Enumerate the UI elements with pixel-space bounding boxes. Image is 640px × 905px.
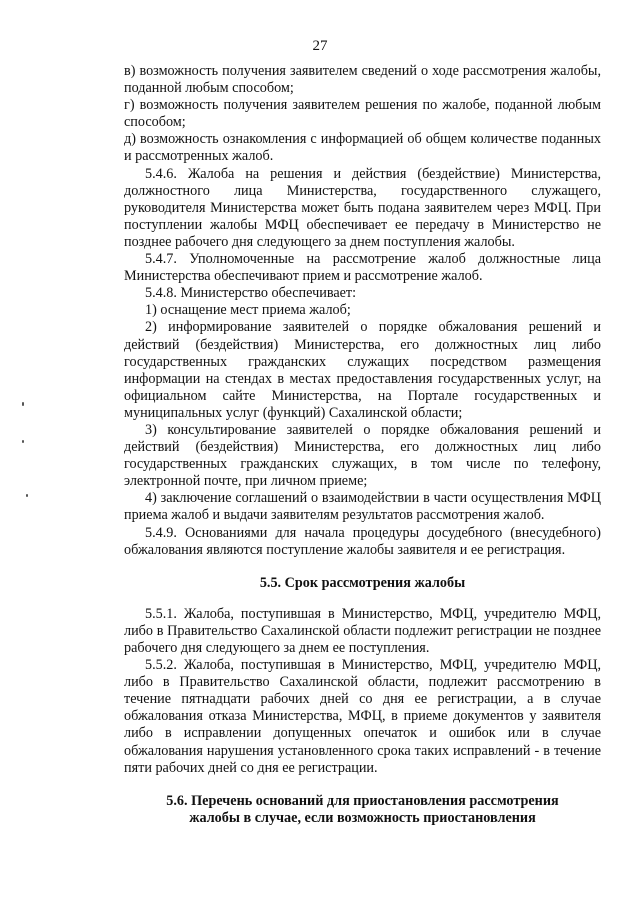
paragraph-5-5-1: 5.5.1. Жалоба, поступившая в Министерство, МФЦ, учредителю МФЦ, либо в Правительство Сахалинской области подлежит регистрации не позднее рабочего дня следующего за днем ее поступления. (124, 605, 601, 656)
paragraph-5-4-8: 5.4.8. Министерство обеспечивает: (145, 285, 357, 302)
paragraph-item-3: 3) консультирование заявителей о порядке обжалования решений и действий (бездействия) Министерства, его должностных лиц либо государственных гражданских служащих, в том числе по телефону, электронной почте, при личном приеме; (124, 421, 601, 490)
paragraph-item-2: 2) информирование заявителей о порядке обжалования решений и действий (бездействия) Министерства, его должностных лиц либо государственных гражданских служащих посредством размещения информации на стендах в местах предоставления государственных услуг, на официальном сайте Министерства, на Портале государственных и муниципальных услуг (функций) Сахалинской области; (124, 319, 601, 421)
section-heading-5-5: 5.5. Срок рассмотрения жалобы (259, 574, 466, 591)
section-heading-5-6-line-2: жалобы в случае, если возможность приостановления (189, 809, 536, 826)
paragraph-item-1: 1) оснащение мест приема жалоб; (145, 302, 351, 319)
page-number: 27 (312, 38, 328, 54)
paragraph-item-v: в) возможность получения заявителем сведений о ходе рассмотрения жалобы, поданной любым способом; (124, 63, 601, 97)
scan-artifact-mark (26, 494, 28, 497)
document-body (124, 63, 601, 827)
paragraph-5-4-6: 5.4.6. Жалоба на решения и действия (бездействие) Министерства, должностного лица Министерства, государственного служащего, руководителя Министерства может быть подана заявителем через МФЦ. При поступлении жалобы МФЦ обеспечивает ее передачу в Министерство не позднее рабочего дня следующего за днем поступления жалобы. (124, 165, 601, 250)
scan-artifact-mark (22, 440, 24, 443)
paragraph-item-4: 4) заключение соглашений о взаимодействии в части осуществления МФЦ приема жалоб и выдачи заявителям результатов рассмотрения жалоб. (124, 490, 601, 524)
paragraph-5-4-7: 5.4.7. Уполномоченные на рассмотрение жалоб должностные лица Министерства обеспечивают прием и рассмотрение жалоб. (124, 251, 601, 285)
paragraph-5-4-9: 5.4.9. Основаниями для начала процедуры досудебного (внесудебного) обжалования являются поступление жалобы заявителя и ее регистрация. (124, 524, 601, 558)
section-heading-5-6-line-1: 5.6. Перечень оснований для приостановления рассмотрения (166, 792, 559, 809)
paragraph-item-g: г) возможность получения заявителем решения по жалобе, поданной любым способом; (124, 97, 601, 131)
scan-artifact-mark (22, 402, 24, 406)
paragraph-5-5-2: 5.5.2. Жалоба, поступившая в Министерство, МФЦ, учредителю МФЦ, либо в Правительство Сахалинской области, подлежит рассмотрению в течение пятнадцати рабочих дней со дня ее регистрации, а в случае обжалования отказа Министерства, МФЦ, в приеме документов у заявителя либо в исправлении допущенных опечаток и ошибок или в случае обжалования нарушения установленного срока таких исправлений - в течение пяти рабочих дней со дня ее регистрации. (124, 657, 601, 776)
paragraph-item-d: д) возможность ознакомления с информацией об общем количестве поданных и рассмотренных жалоб. (124, 131, 601, 165)
